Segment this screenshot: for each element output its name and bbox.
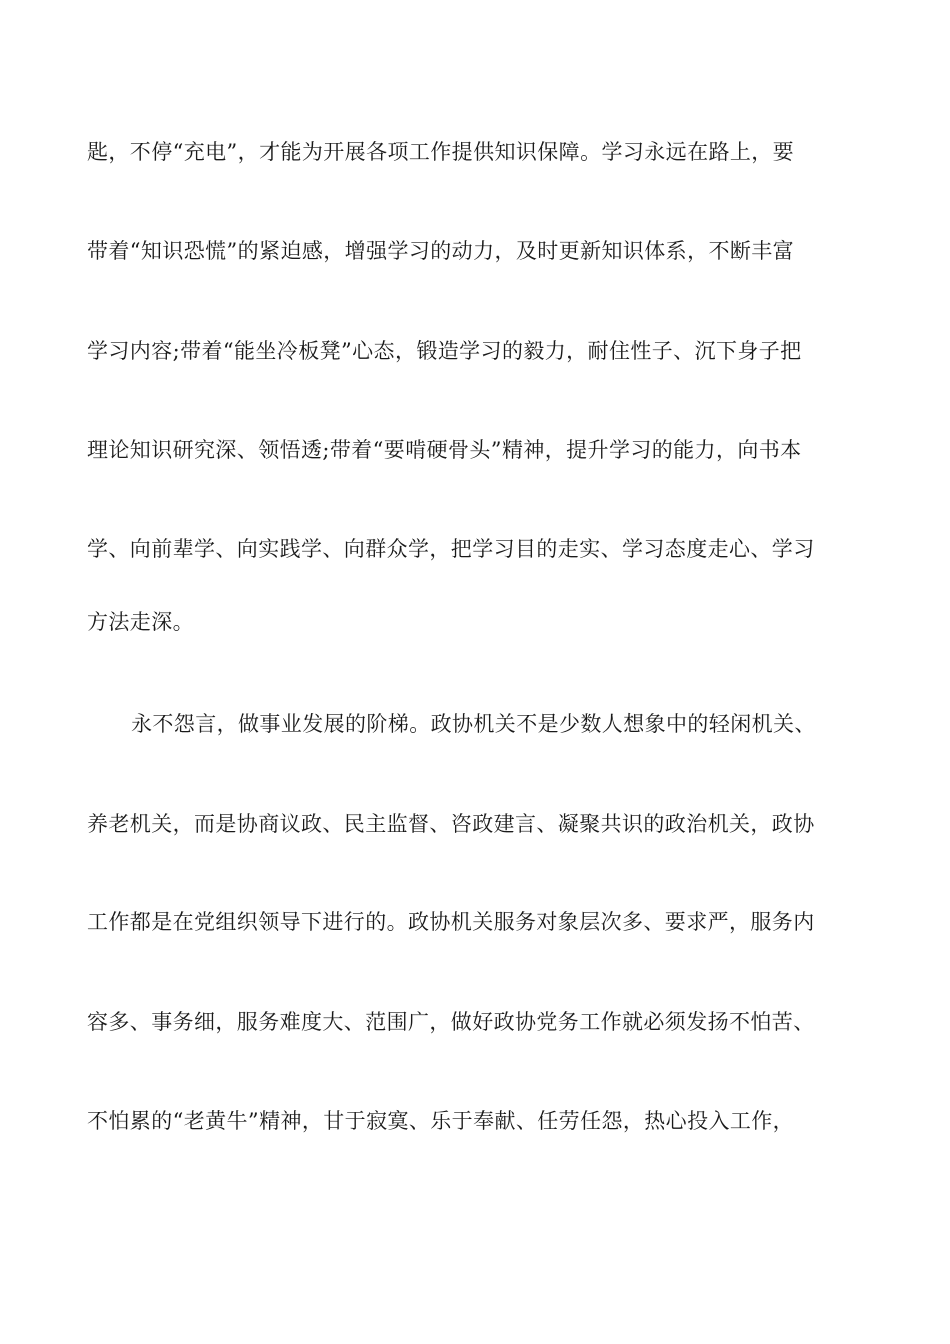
- text-line: 理论知识研究深、领悟透;带着“要啃硬骨头”精神，提升学习的能力，向书本: [87, 438, 802, 462]
- text-line: 带着“知识恐慌”的紧迫感，增强学习的动力，及时更新知识体系，不断丰富: [87, 239, 795, 263]
- text-line: 学、向前辈学、向实践学、向群众学，把学习目的走实、学习态度走心、学习: [87, 537, 815, 561]
- text-line: 永不怨言，做事业发展的阶梯。政协机关不是少数人想象中的轻闲机关、: [131, 712, 816, 736]
- text-line: 容多、事务细，服务难度大、范围广，做好政协党务工作就必须发扬不怕苦、: [87, 1010, 815, 1034]
- text-line: 养老机关，而是协商议政、民主监督、咨政建言、凝聚共识的政治机关，政协: [87, 812, 815, 836]
- text-line: 方法走深。: [87, 610, 194, 634]
- text-line: 学习内容;带着“能坐冷板凳”心态，锻造学习的毅力，耐住性子、沉下身子把: [87, 339, 802, 363]
- text-line: 工作都是在党组织领导下进行的。政协机关服务对象层次多、要求严，服务内: [87, 910, 815, 934]
- text-line: 匙，不停“充电”，才能为开展各项工作提供知识保障。学习永远在路上，要: [87, 140, 795, 164]
- text-line: 不怕累的“老黄牛”精神，甘于寂寞、乐于奉献、任劳任怨，热心投入工作，: [87, 1109, 795, 1133]
